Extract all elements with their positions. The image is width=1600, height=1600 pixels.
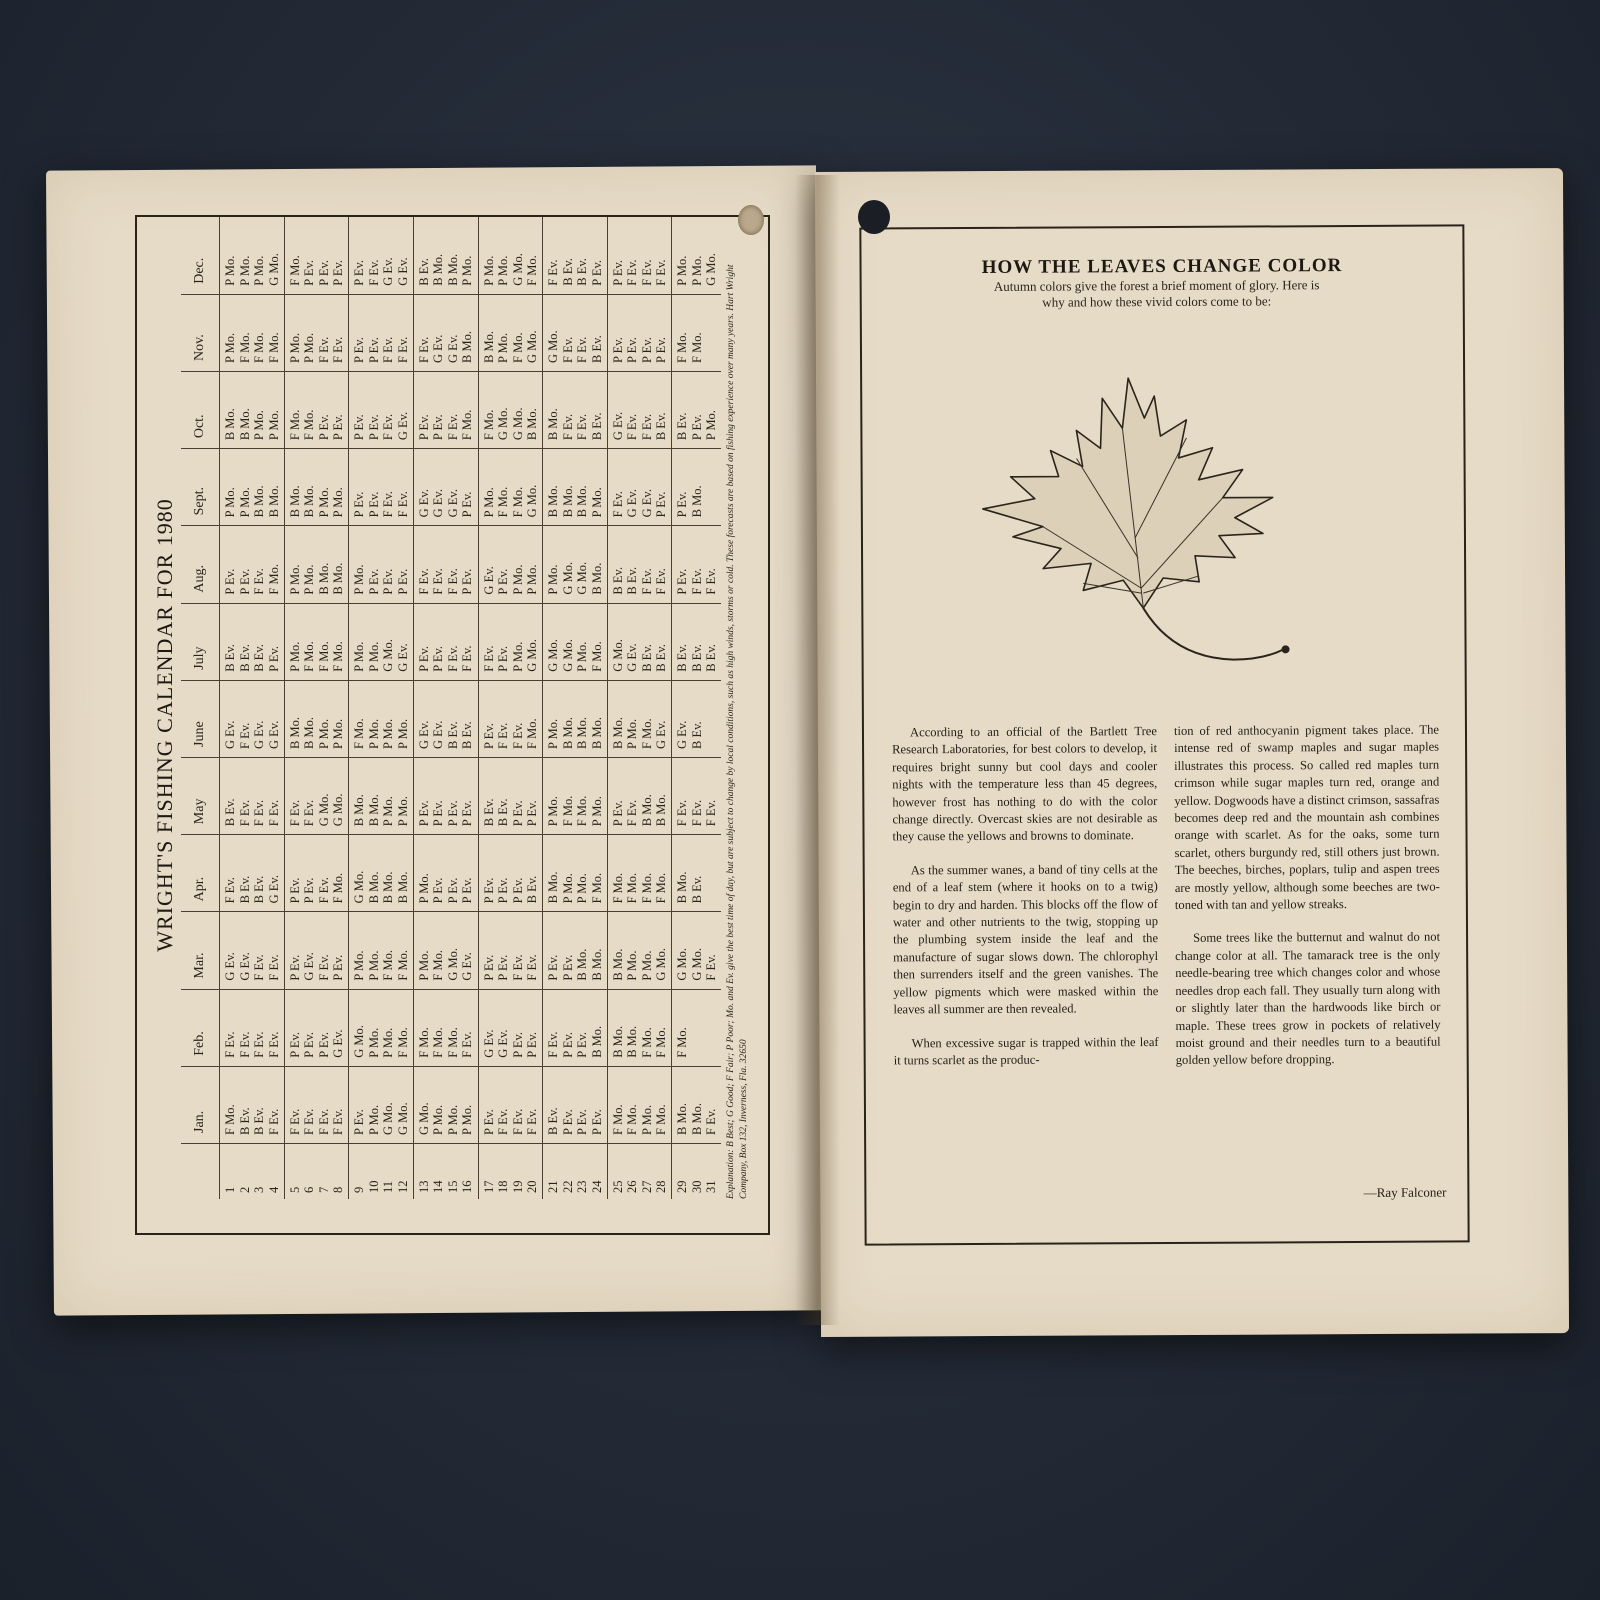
day-numbers: 1 2 3 4 (220, 1144, 285, 1200)
forecast-cell: B Mo. B Mo. P Mo. P Mo. (284, 680, 349, 757)
month-header: Dec. (181, 217, 220, 294)
month-header: Sept. (181, 449, 220, 526)
article-column-1 (892, 723, 1159, 1086)
forecast-cell: G Ev. F Ev. F Ev. B Ev. (607, 371, 672, 448)
forecast-cell: B Ev. B Ev. P Ev. P Ev. (478, 757, 543, 834)
forecast-cell: F Ev. F Ev. F Ev. F Ev. (220, 989, 285, 1066)
forecast-cell: P Ev. F Ev. G Ev. G Ev. (349, 217, 414, 294)
forecast-cell: F Mo. F Mo. P Mo. F Mo. (607, 1066, 672, 1143)
forecast-cell: G Mo. P Mo. P Mo. P Mo. (413, 1066, 478, 1143)
forecast-cell: P Ev. F Ev. F Ev. F Mo. (478, 680, 543, 757)
paragraph: Some trees like the butternut and walnut do not change color at all. The tamarack tree is the only needle-bearing tree which changes color and whose needles drop each fall. They usually turn along with or slightly later than the hardwoods like birch or maple. These trees grow in pockets of relatively moist ground and their needles turn to a beautiful golden yellow before dropping. (1175, 930, 1441, 1068)
forecast-cell: B Ev. B Ev. F Ev. F Ev. (607, 526, 672, 603)
forecast-cell: F Mo. G Mo. G Mo. B Mo. (478, 371, 543, 448)
calendar-table (181, 217, 721, 1199)
forecast-cell: B Mo. B Mo. P Mo. P Mo. (284, 449, 349, 526)
paragraph: As the summer wanes, a band of tiny cells at the end of a leaf stem (where it hooks on to a twig) begin to dry and harden. This blocks off the flow of water and other nutrients to the twig, stopping up the plumbing system inside the leaf and the manufacture of sugar slows down. The chlorophyl then surrenders itself and the green vanishes. The yellow pigments which were masked within the leaves all summer are then revealed. (892, 861, 1159, 1017)
forecast-cell: F Ev. P Ev. P Mo. G Mo. (478, 603, 543, 680)
day-numbers: 29 30 31 (672, 1144, 721, 1200)
calendar-row (478, 217, 543, 1199)
forecast-cell: P Ev. P Ev. F Ev. F Ev. (349, 294, 414, 371)
forecast-cell: B Ev. B Mo. B Mo. P Mo. (413, 217, 478, 294)
forecast-cell: F Ev. B Ev. B Ev. G Ev. (220, 835, 285, 912)
forecast-cell: P Ev. P Ev. F Ev. F Mo. (413, 371, 478, 448)
forecast-cell: P Mo. P Mo. F Ev. F Ev. (284, 294, 349, 371)
calendar-header-row (181, 217, 220, 1199)
article-column-2 (1174, 722, 1441, 1086)
article-intro: Autumn colors give the forest a brief moment of glory. Here is why and how these vivid colors come to be: (993, 277, 1320, 310)
forecast-cell: B Ev. B Ev. B Ev. (672, 603, 721, 680)
forecast-cell: P Mo. P Mo. G Mo. (672, 217, 721, 294)
forecast-cell: B Mo. P Mo. F Mo. G Mo. (478, 294, 543, 371)
month-header: Feb. (181, 989, 220, 1066)
forecast-cell: P Ev. F Ev. F Ev. F Ev. (607, 217, 672, 294)
maple-leaf-illustration (972, 357, 1314, 679)
forecast-cell: B Mo. B Mo. F Ev. (672, 1066, 721, 1143)
month-header: Nov. (181, 294, 220, 371)
day-numbers: 13 14 15 16 (413, 1144, 478, 1200)
article-byline: —Ray Falconer (1363, 1184, 1447, 1200)
forecast-cell: P Mo. P Mo. G Mo. G Ev. (349, 603, 414, 680)
forecast-cell: F Ev. B Ev. B Ev. P Ev. (543, 217, 608, 294)
calendar-title: WRIGHT'S FISHING CALENDAR FOR 1980 (152, 498, 177, 952)
forecast-cell: P Ev. B Mo. (672, 449, 721, 526)
forecast-cell: G Mo. G Mo. P Mo. F Mo. (543, 603, 608, 680)
forecast-cell: F Ev. G Ev. G Ev. B Mo. (413, 294, 478, 371)
calendar-row (543, 217, 608, 1199)
forecast-cell: P Ev. G Ev. F Ev. P Ev. (284, 912, 349, 989)
paragraph: When excessive sugar is trapped within the leaf it turns scarlet as the produc- (893, 1034, 1159, 1068)
forecast-cell: B Mo. B Ev. (672, 835, 721, 912)
forecast-cell: P Mo. P Mo. B Mo. B Mo. (220, 449, 285, 526)
forecast-cell: P Ev. F Ev. F Ev. (672, 526, 721, 603)
forecast-cell: F Ev. F Ev. F Ev. F Ev. (284, 1066, 349, 1143)
day-numbers: 5 6 7 8 (284, 1144, 349, 1200)
calendar-explanation: Explanation: B Best; G Good; F Fair; P Poor; Mo. and Ev. give the best time of day, but are subject to change by local conditions, such as high winds, storms or cold. These forecasts are based on fishing experience over many years. Hart Wright Company, Box 132, Inverness, Fla. 32650 (726, 264, 749, 1199)
forecast-cell: B Ev. P Ev. P Ev. P Ev. (543, 1066, 608, 1143)
forecast-cell: P Ev. P Ev. P Ev. G Ev. (284, 989, 349, 1066)
article-box (859, 224, 1469, 1245)
forecast-cell: B Mo. P Mo. P Mo. G Mo. (607, 912, 672, 989)
paragraph: tion of red anthocyanin pigment takes place. The intense red of swamp maples and sugar maples illustrates this process. So called red maples turn crimson while sugar maples turn red, orange and yellow. Dogwoods have a distinct crimson, sassafras becomes deep red and the mountain ash combines orange with scarlet. As for the oaks, some turn scarlet, others burgundy red, still others just brown. The beeches, birches, poplars, tulip and aspen trees are mostly yellow, although some beeches are two-toned with tan and yellow streaks. (1173, 722, 1440, 913)
forecast-cell: F Mo. (672, 989, 721, 1066)
forecast-cell: F Mo. F Mo. (672, 294, 721, 371)
forecast-cell: F Mo. F Mo. P Ev. P Ev. (284, 371, 349, 448)
calendar-body (220, 217, 722, 1199)
day-numbers: 21 22 23 24 (543, 1144, 608, 1200)
forecast-cell: P Ev. P Ev. F Ev. G Ev. (349, 371, 414, 448)
forecast-cell: B Ev. P Ev. P Mo. (672, 371, 721, 448)
forecast-cell: P Ev. P Ev. P Ev. P Ev. (413, 757, 478, 834)
forecast-cell: P Ev. P Ev. P Ev. B Ev. (478, 835, 543, 912)
forecast-cell: B Mo. P Mo. F Mo. G Ev. (607, 680, 672, 757)
forecast-cell: G Ev. G Ev. P Ev. P Ev. (478, 989, 543, 1066)
paragraph: According to an official of the Bartlett Tree Research Laboratories, for best colors to develop, it requires bright sunny but cool days and cooler nights with the temperature less than 45 degrees, however frost has nothing to do with the color change directly. Overcast skies are not desirable as they cause the yellows and browns to dominate. (892, 724, 1158, 844)
forecast-cell: P Mo. F Mo. F Mo. P Mo. (543, 757, 608, 834)
month-header: Aug. (181, 526, 220, 603)
calendar-row (220, 217, 285, 1199)
forecast-cell: P Mo. P Mo. B Mo. B Mo. (284, 526, 349, 603)
forecast-cell: G Ev. P Ev. P Mo. P Mo. (478, 526, 543, 603)
forecast-cell: G Mo. P Mo. P Mo. F Mo. (349, 989, 414, 1066)
calendar-row (413, 217, 478, 1199)
forecast-cell: F Mo. P Mo. P Mo. P Mo. (349, 680, 414, 757)
forecast-cell: P Ev. F Ev. F Ev. F Ev. (478, 1066, 543, 1143)
forecast-cell: P Mo. F Mo. F Mo. F Mo. (220, 294, 285, 371)
day-numbers: 17 18 19 20 (478, 1144, 543, 1200)
calendar-row (672, 217, 721, 1199)
forecast-cell: F Mo. P Ev. P Ev. P Ev. (284, 217, 349, 294)
forecast-cell: P Ev. P Ev. F Ev. F Ev. (413, 603, 478, 680)
forecast-cell: B Ev. B Ev. B Ev. P Ev. (220, 603, 285, 680)
fishing-calendar-content (137, 217, 768, 1233)
forecast-cell: G Mo. B Mo. B Mo. B Mo. (349, 835, 414, 912)
forecast-cell: F Ev. F Ev. G Mo. G Mo. (284, 757, 349, 834)
month-header: Apr. (181, 835, 220, 912)
book-gutter (795, 175, 840, 1325)
forecast-cell: P Mo. F Mo. F Mo. F Mo. (284, 603, 349, 680)
forecast-cell: P Mo. P Ev. P Ev. P Ev. (349, 526, 414, 603)
day-column-header (181, 1144, 220, 1200)
forecast-cell: P Mo. F Mo. F Mo. G Mo. (478, 449, 543, 526)
forecast-cell: P Mo. F Mo. G Mo. G Ev. (413, 912, 478, 989)
forecast-cell: P Ev. P Mo. G Mo. G Mo. (349, 1066, 414, 1143)
month-header: Jan. (181, 1066, 220, 1143)
calendar-row (284, 217, 349, 1199)
forecast-cell: P Mo. P Mo. F Mo. F Mo. (349, 912, 414, 989)
forecast-cell: P Mo. G Mo. G Mo. B Mo. (543, 526, 608, 603)
forecast-cell: G Ev. B Ev. (672, 680, 721, 757)
month-header: June (181, 680, 220, 757)
binder-hole-right (858, 200, 890, 234)
forecast-cell: G Mo. F Ev. F Ev. B Ev. (543, 294, 608, 371)
forecast-cell: G Mo. G Ev. B Ev. B Ev. (607, 603, 672, 680)
binder-hole-left (738, 205, 764, 235)
forecast-cell: B Mo. B Mo. B Mo. P Mo. (543, 449, 608, 526)
forecast-cell: P Ev. F Ev. B Mo. B Mo. (607, 757, 672, 834)
forecast-cell: B Mo. P Mo. P Mo. F Mo. (543, 835, 608, 912)
forecast-cell: B Mo. B Mo. F Mo. F Mo. (607, 989, 672, 1066)
forecast-cell: P Ev. P Ev. F Ev. F Mo. (220, 526, 285, 603)
fishing-calendar (135, 215, 770, 1235)
forecast-cell: G Ev. G Ev. G Ev. P Ev. (413, 449, 478, 526)
forecast-cell: P Mo. P Mo. G Mo. F Mo. (478, 217, 543, 294)
forecast-cell: P Mo. P Ev. P Ev. P Ev. (413, 835, 478, 912)
forecast-cell: F Ev. F Ev. F Ev. (672, 757, 721, 834)
forecast-cell: B Ev. F Ev. F Ev. F Ev. (220, 757, 285, 834)
forecast-cell: B Mo. F Ev. F Ev. B Ev. (543, 371, 608, 448)
day-numbers: 25 26 27 28 (607, 1144, 672, 1200)
forecast-cell: F Mo. F Mo. F Mo. F Mo. (607, 835, 672, 912)
month-header: May (181, 757, 220, 834)
forecast-cell: F Mo. F Mo. F Mo. F Ev. (413, 989, 478, 1066)
forecast-cell: P Ev. P Ev. F Ev. F Mo. (284, 835, 349, 912)
forecast-cell: F Ev. G Ev. G Ev. P Ev. (607, 449, 672, 526)
forecast-cell: P Mo. P Mo. P Mo. G Mo. (220, 217, 285, 294)
forecast-cell: B Mo. B Mo. P Mo. P Mo. (349, 757, 414, 834)
forecast-cell: P Ev. P Ev. B Mo. B Mo. (543, 912, 608, 989)
forecast-cell: P Mo. B Mo. B Mo. B Mo. (543, 680, 608, 757)
forecast-cell: P Ev. P Ev. F Ev. F Ev. (349, 449, 414, 526)
forecast-cell: P Ev. P Ev. P Ev. P Ev. (607, 294, 672, 371)
forecast-cell: P Ev. P Ev. F Ev. F Ev. (478, 912, 543, 989)
forecast-cell: G Ev. F Ev. G Ev. G Ev. (220, 680, 285, 757)
forecast-cell: B Mo. B Mo. P Mo. P Mo. (220, 371, 285, 448)
forecast-cell: F Ev. P Ev. P Ev. B Mo. (543, 989, 608, 1066)
calendar-row (349, 217, 414, 1199)
month-header: Mar. (181, 912, 220, 989)
month-header: July (181, 603, 220, 680)
forecast-cell: G Ev. G Ev. F Ev. F Ev. (220, 912, 285, 989)
forecast-cell: F Mo. B Ev. B Ev. F Ev. (220, 1066, 285, 1143)
forecast-cell: G Ev. G Ev. B Ev. B Ev. (413, 680, 478, 757)
calendar-row (607, 217, 672, 1199)
article-title: HOW THE LEAVES CHANGE COLOR (981, 255, 1343, 278)
month-header: Oct. (181, 371, 220, 448)
forecast-cell: G Mo. G Mo. F Ev. (672, 912, 721, 989)
day-numbers: 9 10 11 12 (349, 1144, 414, 1200)
forecast-cell: F Ev. F Ev. F Ev. P Ev. (413, 526, 478, 603)
